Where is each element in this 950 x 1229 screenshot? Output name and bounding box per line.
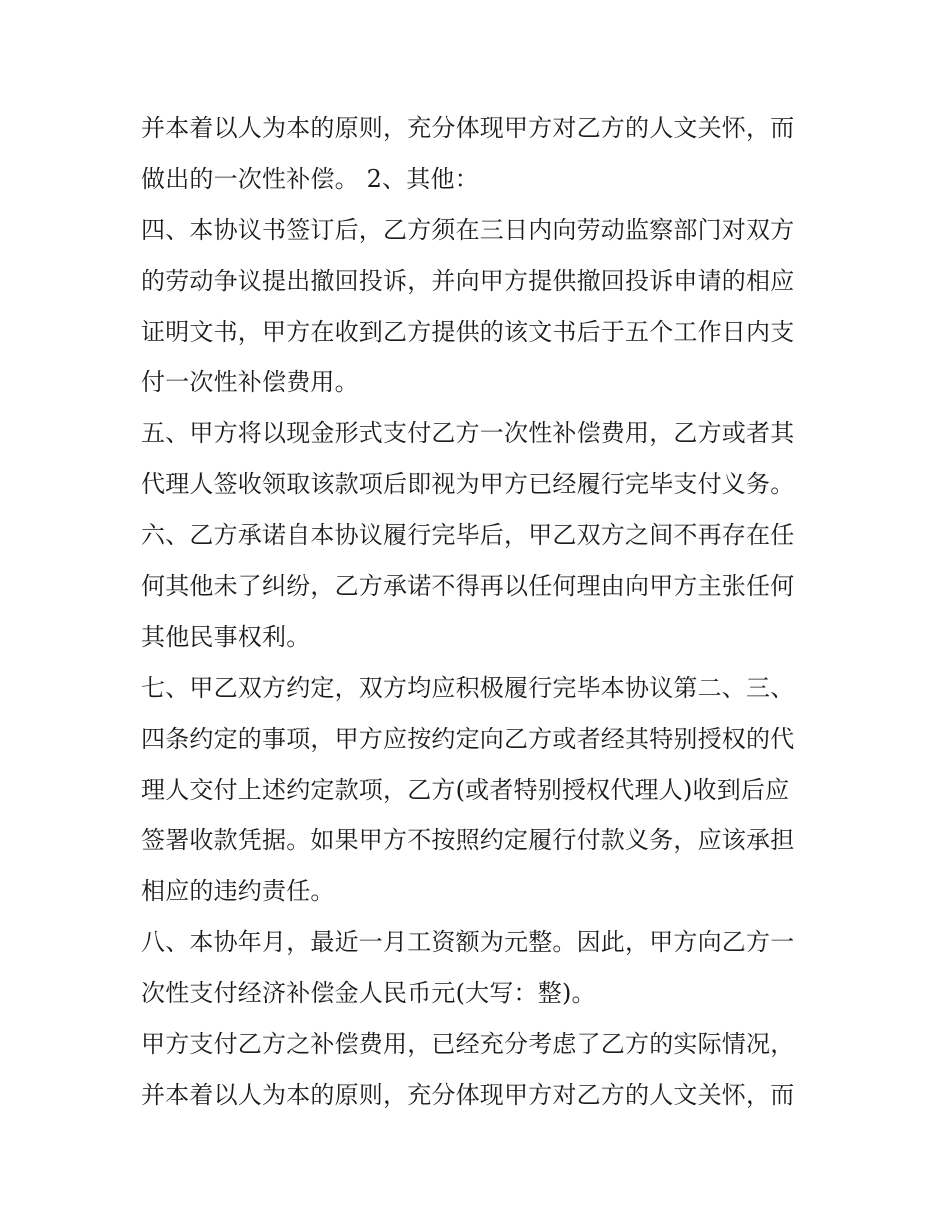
document-body	[141, 103, 821, 1121]
text-line: 付一次性补偿费用。	[141, 368, 359, 397]
text-line: 四条约定的事项，甲方应按约定向乙方或者经其特别授权的代	[141, 724, 795, 753]
text-line: 的劳动争议提出撤回投诉，并向甲方提供撤回投诉申请的相应	[141, 266, 795, 295]
text-line: 做出的一次性补偿。 2、其他：	[141, 164, 479, 193]
text-line: 何其他未了纠纷，乙方承诺不得再以任何理由向甲方主张任何	[141, 572, 795, 601]
text-line: 并本着以人为本的原则，充分体现甲方对乙方的人文关怀，而	[141, 1080, 795, 1109]
text-line: 并本着以人为本的原则，充分体现甲方对乙方的人文关怀，而	[141, 114, 795, 142]
text-line: 四、本协议书签订后，乙方须在三日内向劳动监察部门对双方	[141, 215, 795, 244]
text-line: 次性支付经济补偿金人民币元(大写：整)。	[141, 979, 596, 1008]
text-line: 六、乙方承诺自本协议履行完毕后，甲乙双方之间不再存在任	[141, 521, 795, 550]
text-line: 签署收款凭据。如果甲方不按照约定履行付款义务，应该承担	[141, 826, 795, 855]
text-line: 理人交付上述约定款项，乙方(或者特别授权代理人)收到后应	[141, 775, 790, 804]
text-line: 甲方支付乙方之补偿费用，已经充分考虑了乙方的实际情况，	[141, 1030, 795, 1059]
text-line: 证明文书，甲方在收到乙方提供的该文书后于五个工作日内支	[141, 317, 795, 346]
text-line: 相应的违约责任。	[141, 877, 335, 906]
text-line: 七、甲乙双方约定，双方均应积极履行完毕本协议第二、三、	[141, 673, 795, 702]
text-line: 八、本协年月，最近一月工资额为元整。因此，甲方向乙方一	[141, 928, 795, 957]
text-line: 五、甲方将以现金形式支付乙方一次性补偿费用，乙方或者其	[141, 419, 795, 448]
text-line: 其他民事权利。	[141, 622, 311, 651]
text-line: 代理人签收领取该款项后即视为甲方已经履行完毕支付义务。	[141, 470, 795, 499]
